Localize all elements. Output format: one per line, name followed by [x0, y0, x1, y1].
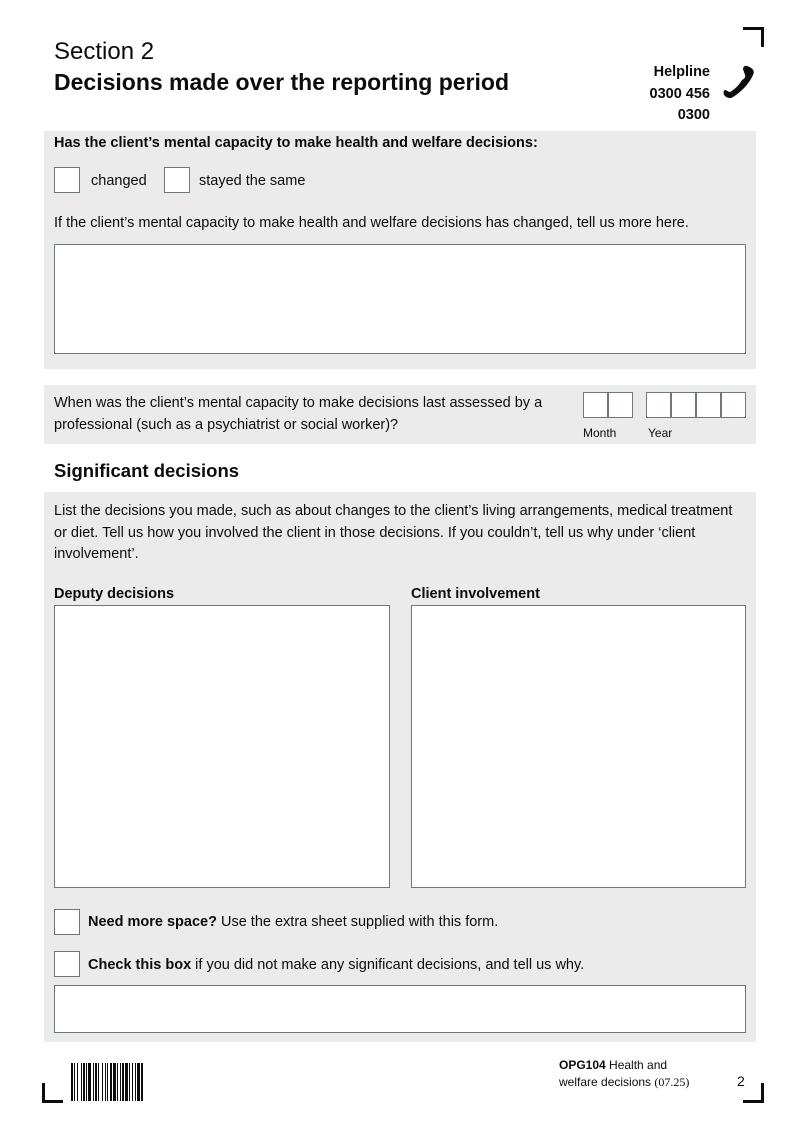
- barcode-icon: [71, 1063, 186, 1101]
- section-label: Section 2: [54, 38, 155, 65]
- barcode-bar: [122, 1063, 124, 1101]
- changed-checkbox[interactable]: [54, 167, 80, 193]
- need-more-space-text: [88, 912, 498, 934]
- changed-label: changed: [91, 173, 147, 189]
- form-version: (07.25): [654, 1075, 690, 1089]
- form-name: welfare decisions: [559, 1075, 655, 1089]
- barcode-bar: [117, 1063, 118, 1101]
- year-digit-input[interactable]: [646, 392, 671, 418]
- crop-mark-top-right: [761, 27, 764, 47]
- month-digit-input[interactable]: [608, 392, 633, 418]
- form-code: OPG104: [559, 1058, 606, 1072]
- barcode-bar: [98, 1063, 99, 1101]
- capacity-details-prompt: If the client’s mental capacity to make health and welfare decisions has changed, tell us more here.: [54, 215, 689, 231]
- barcode-bar: [88, 1063, 91, 1101]
- barcode-bar: [120, 1063, 121, 1101]
- no-decisions-text: [88, 955, 584, 977]
- no-decisions-checkbox[interactable]: [54, 951, 80, 977]
- barcode-bar: [86, 1063, 87, 1101]
- year-digit-input[interactable]: [671, 392, 696, 418]
- year-digit-input[interactable]: [696, 392, 721, 418]
- no-decisions-rest: if you did not make any significant decisions, and tell us why.: [191, 957, 585, 973]
- need-more-space-rest: Use the extra sheet supplied with this form.: [216, 914, 499, 930]
- barcode-bar: [102, 1063, 103, 1101]
- crop-mark-bottom-left: [42, 1100, 63, 1103]
- barcode-bar: [129, 1063, 130, 1101]
- form-name: Health and: [605, 1058, 668, 1072]
- barcode-bar: [81, 1063, 82, 1101]
- barcode-bar: [107, 1063, 108, 1101]
- significant-decisions-heading: Significant decisions: [54, 460, 240, 481]
- need-more-space-checkbox[interactable]: [54, 909, 80, 935]
- page-title: Decisions made over the reporting period: [54, 69, 509, 95]
- helpline-label: Helpline: [653, 64, 710, 80]
- assessment-question: When was the client’s mental capacity to make decisions last assessed by a professional (such as a psychiatrist or social worker)?: [54, 395, 543, 433]
- stayed-same-checkbox[interactable]: [164, 167, 190, 193]
- barcode-bar: [132, 1063, 133, 1101]
- helpline-number: 0300: [677, 107, 710, 123]
- year-label: Year: [648, 426, 673, 440]
- capacity-question: Has the client’s mental capacity to make health and welfare decisions:: [54, 135, 538, 151]
- deputy-decisions-field[interactable]: [54, 605, 390, 888]
- barcode-bar: [77, 1063, 78, 1101]
- barcode-bar: [83, 1063, 85, 1101]
- form-reference: [559, 1057, 689, 1091]
- crop-mark-bottom-right: [743, 1100, 764, 1103]
- barcode-bar: [74, 1063, 75, 1101]
- barcode-bar: [135, 1063, 136, 1101]
- page-number: 2: [737, 1073, 745, 1089]
- client-involvement-label: Client involvement: [411, 586, 540, 602]
- stayed-same-label: stayed the same: [199, 173, 306, 189]
- significant-decisions-intro: List the decisions you made, such as about changes to the client’s living arrangements, medical treatment or diet. Tell us how you involved the client in those decisions. If you couldn’t, tell us why under ‘client involvement’.: [54, 503, 733, 562]
- barcode-bar: [125, 1063, 128, 1101]
- deputy-decisions-label: Deputy decisions: [54, 586, 175, 602]
- no-decisions-reason-field[interactable]: [54, 985, 746, 1033]
- no-decisions-bold: Check this box: [88, 957, 192, 973]
- barcode-bar: [93, 1063, 94, 1101]
- capacity-details-field[interactable]: [54, 244, 746, 354]
- helpline: [600, 62, 710, 127]
- barcode-bar: [71, 1063, 73, 1101]
- barcode-bar: [110, 1063, 112, 1101]
- phone-icon: [722, 64, 756, 100]
- need-more-space-bold: Need more space?: [88, 914, 217, 930]
- month-digit-input[interactable]: [583, 392, 608, 418]
- barcode-bar: [105, 1063, 106, 1101]
- barcode-bar: [137, 1063, 140, 1101]
- barcode-bar: [113, 1063, 116, 1101]
- barcode-bar: [95, 1063, 97, 1101]
- client-involvement-field[interactable]: [411, 605, 746, 888]
- barcode-bar: [141, 1063, 143, 1101]
- helpline-number: 0300 456: [649, 85, 710, 102]
- year-digit-input[interactable]: [721, 392, 746, 418]
- month-label: Month: [583, 426, 617, 440]
